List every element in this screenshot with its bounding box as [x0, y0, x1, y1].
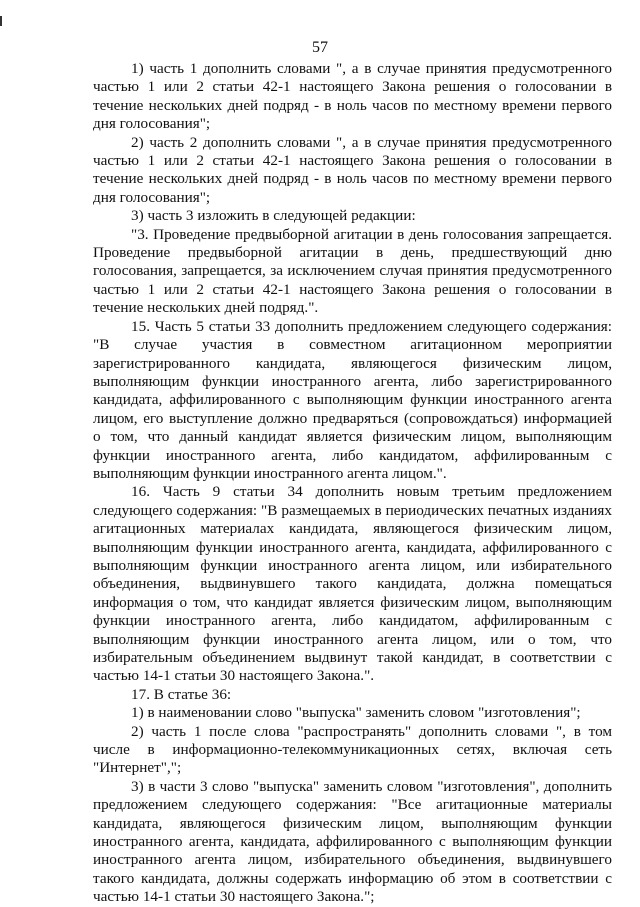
- document-body: [93, 60, 612, 907]
- paragraph: 2) часть 2 дополнить словами ", а в случае принятия предусмотренного частью 1 или 2 статьи 42-1 настоящего Закона решения о голосовании в течение нескольких дней подряд - в ноль часов по местному времени первого дня голосования";: [93, 133, 612, 206]
- paragraph: 3) часть 3 изложить в следующей редакции:: [131, 207, 416, 225]
- paragraph: 17. В статье 36:: [131, 685, 232, 703]
- paragraph: 16. Часть 9 статьи 34 дополнить новым третьим предложением следующего содержания: "В размещаемых в периодических печатных изданиях агитационных материалах кандидата, являющегося физическим лицом, выполняющим функции иностранного агента, кандидата, аффилированного с выполняющим функции иностранного агента лицом, или избирательного объединения, выдвинувшего такого кандидата, должна помещаться информация о том, что кандидат является физическим лицом, выполняющим функции иностранного агента, либо кандидатом, аффилированным с выполняющим функции иностранного агента лицом, или о том, что избирательным объединением выдвинут такой кандидат, в соответствии с частью 14-1 статьи 30 настоящего Закона.".: [93, 483, 612, 685]
- page-number: 57: [312, 39, 328, 56]
- paragraph: 1) часть 1 дополнить словами ", а в случае принятия предусмотренного частью 1 или 2 статьи 42-1 настоящего Закона решения о голосовании в течение нескольких дней подряд - в ноль часов по местному времени первого дня голосования";: [93, 60, 612, 133]
- paragraph: 15. Часть 5 статьи 33 дополнить предложением следующего содержания: "В случае участия в совместном агитационном мероприятии зарегистрированного кандидата, являющегося физическим лицом, выполняющим функции иностранного агента, либо зарегистрированного кандидата, аффилированного с выполняющим функции иностранного агента лицом, его выступление должно предваряться (сопровождаться) информацией о том, что данный кандидат является физическим лицом, выполняющим функции иностранного агента, либо кандидатом, аффилированным с выполняющим функции иностранного агента лицом.".: [93, 317, 612, 482]
- paragraph: 1) в наименовании слово "выпуска" заменить словом "изготовления";: [131, 704, 581, 722]
- paragraph: "3. Проведение предвыборной агитации в день голосования запрещается. Проведение предвыборной агитации в день, предшествующий дню голосования, запрещается, за исключением случая принятия предусмотренного частью 1 или 2 статьи 42-1 настоящего Закона решения о голосовании в течение нескольких дней подряд.".: [93, 225, 612, 317]
- paragraph: 3) в части 3 слово "выпуска" заменить словом "изготовления", дополнить предложением следующего содержания: "Все агитационные материалы кандидата, являющегося физическим лицом, выполняющим функции иностранного агента, кандидата, аффилированного с выполняющим функции иностранного агента лицом, избирательного объединения, выдвинувшего такого кандидата, должны содержать информацию об этом в соответствии с частью 14-1 статьи 30 настоящего Закона.";: [93, 777, 612, 906]
- scan-edge-mark: [0, 16, 2, 26]
- paragraph: 2) часть 1 после слова "распространять" дополнить словами ", в том числе в информационно-телекоммуникационных сетях, включая сеть "Интернет",";: [93, 722, 612, 777]
